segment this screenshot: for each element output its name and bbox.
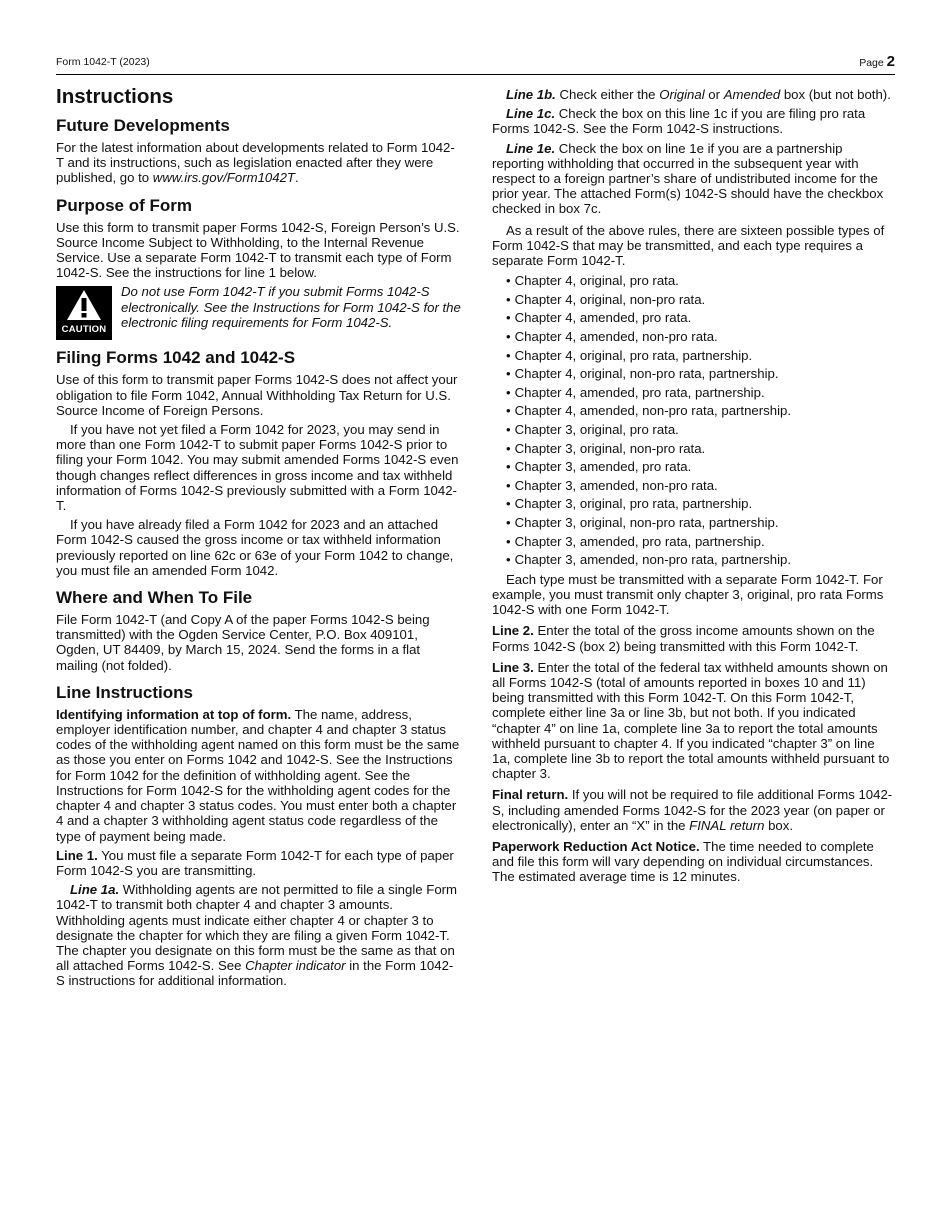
list-item: • Chapter 3, amended, non-pro rata, partnership. — [506, 551, 895, 570]
page-indicator — [859, 53, 895, 70]
caution-text: Do not use Form 1042-T if you submit Forms 1042-S electronically. See the Instructions for Form 1042-S for the electronic filing requirements for Form 1042-S. — [121, 284, 461, 330]
list-item: • Chapter 3, amended, pro rata, partnership. — [506, 533, 895, 552]
where-when-heading: Where and When To File — [56, 588, 253, 608]
list-item: • Chapter 3, amended, pro rata. — [506, 458, 895, 477]
list-item: • Chapter 4, original, non-pro rata, partnership. — [506, 365, 895, 384]
line-1b-paragraph: Line 1b. Check either the Original or Amended box (but not both). — [506, 87, 891, 102]
caution-icon — [56, 286, 112, 340]
list-item: • Chapter 4, amended, non-pro rata. — [506, 328, 895, 347]
list-item: • Chapter 4, original, pro rata, partnership. — [506, 347, 895, 366]
list-item: • Chapter 4, original, pro rata. — [506, 272, 895, 291]
right-column — [492, 87, 895, 889]
future-developments-text: For the latest information about developments related to Form 1042-T and its instructions, such as legislation enacted after they were published, go to www.irs.gov/Form1042T. — [56, 140, 455, 186]
line-1-paragraph: Line 1. You must file a separate Form 1042-T for each type of paper Form 1042-S you are transmitting. — [56, 847, 454, 878]
list-item: • Chapter 3, original, non-pro rata, partnership. — [506, 514, 895, 533]
list-item: • Chapter 4, amended, pro rata. — [506, 309, 895, 328]
list-item: • Chapter 4, amended, pro rata, partnership. — [506, 384, 895, 403]
form-name: Form 1042-T (2023) — [56, 56, 150, 68]
irs-form-link[interactable]: www.irs.gov/Form1042T — [152, 170, 295, 186]
line-1a-paragraph: Line 1a. Withholding agents are not permitted to file a single Form 1042-T to transmit both chapter 4 and chapter 3 amounts. Withholding agents must indicate either chapter 4 or chapter 3 to designate the chapter for which they are filing a given Form 1042-T. The chapter you designate on this form must be the same as that on all attached Forms 1042-S. See Chapter indicator in the Form 1042-S instructions for additional information. — [56, 882, 458, 989]
line-2-paragraph: Line 2. Enter the total of the gross income amounts shown on the Forms 1042-S (box 2) being transmitted with this Form 1042-T. — [492, 623, 875, 654]
line-1e-paragraph: Line 1e. Check the box on line 1e if you are a partnership reporting withholding that occurred in the subsequent year with respect to a foreign partner’s share of undistributed income for the prior year. The attached Form(s) 1042-S should have the checkbox checked in box 7c. — [492, 140, 884, 217]
list-item: • Chapter 3, amended, non-pro rata. — [506, 477, 895, 496]
left-column — [56, 85, 461, 993]
list-item: • Chapter 4, amended, non-pro rata, partnership. — [506, 402, 895, 421]
line-3-paragraph: Line 3. Enter the total of the federal tax withheld amounts shown on all Forms 1042-S (total of amounts reported in boxes 10 and 11) being transmitted with this Form 1042-T. On this Form 1042-T, complete either line 3a or line 3b, but not both. If you indicated “chapter 4” on line 1a, complete line 3a to report the total amounts withheld pursuant to chapter 4. If you indicated “chapter 3” on line 1a, complete line 3b to report the total amounts withheld pursuant to chapter 3. — [492, 659, 890, 782]
identifying-info-paragraph: Identifying information at top of form. The name, address, employer identification number, and chapter 4 and chapter 3 status codes of the withholding agent named on this form must be the same as those you enter on Forms 1042 and 1042-S. See the Instructions for Form 1042 for the definition of withholding agent. See the Instructions for Form 1042-S for the withholding agent codes for the chapter 4 and chapter 3 status codes. You must enter both a chapter 4 and a chapter 3 withholding agent status code regardless of the type of payment being made. — [56, 706, 460, 844]
page-header — [56, 52, 895, 75]
filing-paragraph: If you have not yet filed a Form 1042 for 2023, you may send in more than one Form 1042-T to submit paper Forms 1042-S prior to filing your Form 1042. You may submit amended Forms 1042-S even though changes reflect differences in gross income and tax withheld information of Forms 1042-S previously submitted with a Form 1042-T. — [56, 422, 459, 514]
list-item: • Chapter 4, original, non-pro rata. — [506, 291, 895, 310]
caution-notice — [56, 284, 461, 342]
types-list — [492, 272, 895, 570]
list-item: • Chapter 3, original, pro rata. — [506, 421, 895, 440]
page-number: 2 — [886, 53, 895, 70]
final-return-paragraph: Final return. If you will not be required to file additional Forms 1042-S, including amended Forms 1042-S for the 2023 year (on paper or electronically), enter an “X” in the FINAL return box. — [492, 787, 893, 833]
purpose-heading: Purpose of Form — [56, 195, 193, 215]
page-label: Page — [859, 57, 884, 69]
types-outro: Each type must be transmitted with a separate Form 1042-T. For example, you must transmit only chapter 3, original, pro rata Forms 1042-S with one Form 1042-T. — [492, 571, 884, 618]
filing-paragraph: If you have already filed a Form 1042 for 2023 and an attached Form 1042-S caused the gross income or tax withheld information previously reported on line 62c or 63e of your Form 1042 to change, you must file an amended Form 1042. — [56, 517, 454, 578]
filing-paragraph: Use of this form to transmit paper Forms 1042-S does not affect your obligation to file Form 1042, Annual Withholding Tax Return for U.S. Source Income of Foreign Persons. — [56, 372, 458, 418]
caution-label: CAUTION — [61, 324, 107, 336]
paperwork-reduction-paragraph: Paperwork Reduction Act Notice. The time needed to complete and file this form will vary depending on individual circumstances. The estimated average time is 12 minutes. — [492, 838, 874, 885]
where-when-text: File Form 1042-T (and Copy A of the paper Forms 1042-S being transmitted) with the Ogden Service Center, P.O. Box 409101, Ogden, UT 84409, by March 15, 2024. Send the forms in a flat mailing (not folded). — [56, 612, 430, 673]
line-instructions-heading: Line Instructions — [56, 682, 193, 702]
types-intro: As a result of the above rules, there are sixteen possible types of Form 1042-S that may be transmitted, and each type requires a separate Form 1042-T. — [492, 222, 885, 269]
line-1c-paragraph: Line 1c. Check the box on this line 1c if you are filing pro rata Forms 1042-S. See the Form 1042-S instructions. — [492, 106, 866, 137]
future-developments-heading: Future Developments — [56, 116, 230, 135]
purpose-text: Use this form to transmit paper Forms 1042-S, Foreign Person’s U.S. Source Income Subject to Withholding, to the Internal Revenue Service. Use a separate Form 1042-T to transmit each type of Form 1042-S. See the instructions for line 1 below. — [56, 219, 460, 281]
list-item: • Chapter 3, original, non-pro rata. — [506, 440, 895, 459]
filing-heading: Filing Forms 1042 and 1042-S — [56, 348, 296, 368]
instructions-title: Instructions — [56, 85, 174, 108]
list-item: • Chapter 3, original, pro rata, partnership. — [506, 495, 895, 514]
